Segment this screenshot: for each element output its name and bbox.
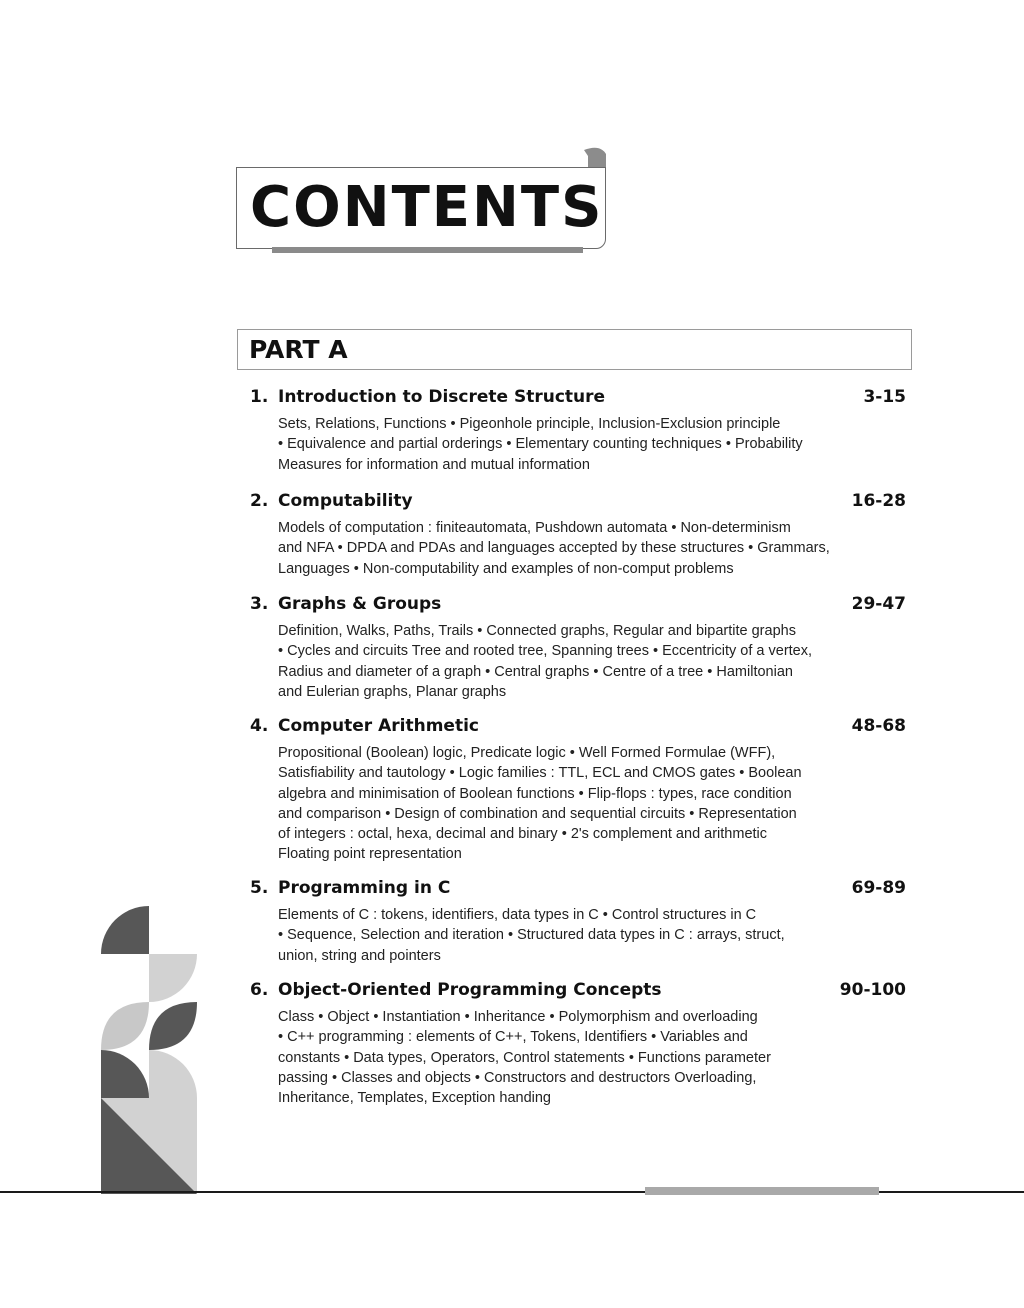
topic-line: • C++ programming : elements of C++, Tokens, Identifiers • Variables and (278, 1029, 748, 1046)
chapter-entry (248, 714, 912, 865)
chapter-pages: 90-100 (839, 980, 906, 1000)
topic-line: Floating point representation (278, 846, 462, 863)
topic-line: Measures for information and mutual information (278, 456, 590, 473)
footer-accent-bar (645, 1187, 879, 1195)
topic-line: Propositional (Boolean) logic, Predicate logic • Well Formed Formulae (WFF), (278, 745, 776, 761)
topic-line: Elements of C : tokens, identifiers, data types in C • Control structures in C (278, 907, 757, 923)
topic-line: of integers : octal, hexa, decimal and binary • 2's complement and arithmetic (278, 826, 768, 843)
chapter-number: 6. (250, 980, 269, 1000)
topic-line: union, string and pointers (278, 947, 441, 964)
topic-line: and Eulerian graphs, Planar graphs (278, 683, 507, 700)
chapter-number: 4. (250, 716, 269, 736)
page-title: CONTENTS (250, 175, 604, 240)
quarter-circle-shape (149, 1050, 197, 1098)
chapter-title: Computer Arithmetic (278, 716, 479, 736)
chapter-heading (248, 489, 912, 515)
chapter-title: Programming in C (278, 878, 451, 898)
chapter-title: Graphs & Groups (278, 594, 442, 614)
chapter-heading (248, 592, 912, 618)
chapter-entry (248, 489, 912, 579)
topic-line: and NFA • DPDA and PDAs and languages accepted by these structures • Grammars, (278, 540, 830, 557)
contents-underline (272, 247, 583, 253)
chapter-heading (248, 876, 912, 902)
chapter-entry (248, 978, 912, 1108)
topic-line: Definition, Walks, Paths, Trails • Connected graphs, Regular and bipartite graphs (278, 623, 796, 639)
part-heading: PART A (249, 335, 348, 364)
topic-line: passing • Classes and objects • Constructors and destructors Overloading, (278, 1069, 757, 1086)
topic-line: Models of computation : finiteautomata, Pushdown automata • Non-determinism (278, 520, 791, 536)
chapter-heading (248, 385, 912, 411)
chapter-entry (248, 592, 912, 702)
topic-line: Sets, Relations, Functions • Pigeonhole principle, Inclusion-Exclusion principle (278, 416, 781, 432)
topic-line: constants • Data types, Operators, Control statements • Functions parameter (278, 1049, 771, 1066)
chapter-number: 2. (250, 491, 269, 511)
chapter-title: Object-Oriented Programming Concepts (278, 980, 662, 1000)
chapter-entry (248, 385, 912, 475)
chapter-number: 5. (250, 878, 269, 898)
chapter-title: Computability (278, 491, 413, 511)
leaf-shape (149, 1002, 197, 1050)
half-circle-shape (101, 1050, 149, 1098)
chapter-pages: 69-89 (851, 878, 906, 898)
chapter-pages: 3-15 (863, 387, 906, 407)
chapter-topics (278, 1007, 838, 1108)
chapter-heading (248, 714, 912, 740)
chapter-topics (278, 621, 838, 702)
topic-line: Radius and diameter of a graph • Central graphs • Centre of a tree • Hamiltonian (278, 663, 793, 680)
part-heading-box (237, 329, 912, 370)
topic-line: • Sequence, Selection and iteration • Structured data types in C : arrays, struct, (278, 927, 785, 944)
topic-line: algebra and minimisation of Boolean functions • Flip-flops : types, race condition (278, 785, 792, 802)
half-circle-shape (149, 954, 197, 1002)
topic-line: Satisfiability and tautology • Logic families : TTL, ECL and CMOS gates • Boolean (278, 765, 802, 782)
chapter-title: Introduction to Discrete Structure (278, 387, 606, 407)
topic-line: • Equivalence and partial orderings • Elementary counting techniques • Probability (278, 436, 803, 453)
contents-banner (236, 146, 612, 256)
topic-line: Languages • Non-computability and examples of non-comput problems (278, 560, 734, 577)
chapter-number: 1. (250, 387, 269, 407)
chapter-number: 3. (250, 594, 269, 614)
chapter-pages: 16-28 (851, 491, 906, 511)
chapter-topics (278, 518, 838, 579)
chapter-topics (278, 414, 838, 475)
topic-line: Inheritance, Templates, Exception handing (278, 1090, 551, 1107)
topic-line: and comparison • Design of combination and sequential circuits • Representation (278, 805, 797, 822)
decorative-shapes (101, 906, 197, 1194)
chapter-entry (248, 876, 912, 966)
leaf-shape (101, 1002, 149, 1050)
chapter-heading (248, 978, 912, 1004)
chapter-pages: 48-68 (851, 716, 906, 736)
chapter-pages: 29-47 (851, 594, 906, 614)
chapter-topics (278, 743, 838, 865)
quarter-circle-shape (101, 906, 149, 954)
topic-line: • Cycles and circuits Tree and rooted tree, Spanning trees • Eccentricity of a vertex, (278, 643, 813, 660)
topic-line: Class • Object • Instantiation • Inheritance • Polymorphism and overloading (278, 1009, 758, 1025)
chapter-topics (278, 905, 838, 966)
